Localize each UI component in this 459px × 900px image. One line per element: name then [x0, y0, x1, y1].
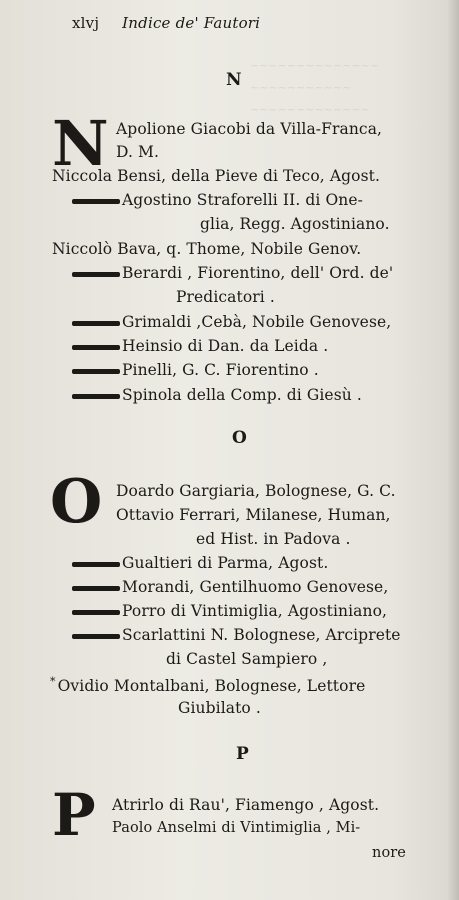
- section-heading-p: P: [236, 744, 249, 764]
- asterisk-mark: *: [50, 675, 56, 688]
- entry-line: Apolione Giacobi da Villa-Franca,: [116, 120, 383, 138]
- repeat-dash: [72, 272, 120, 277]
- page-title: Indice de' Fautori: [122, 14, 261, 32]
- repeat-dash: [72, 610, 120, 615]
- entry-line: nore: [372, 845, 406, 861]
- entry-line: Predicatori .: [176, 288, 275, 306]
- page-edge-shadow: [447, 0, 459, 900]
- entry-line: glia, Regg. Agostiniano.: [200, 215, 390, 233]
- entry-line: D. M.: [116, 143, 160, 161]
- entry-line: Agostino Straforelli II. di One-: [72, 191, 363, 209]
- section-heading-o: O: [232, 428, 247, 448]
- running-header: [72, 14, 260, 32]
- entry-line: Berardi , Fiorentino, dell' Ord. de': [72, 264, 393, 282]
- section-heading-n: N: [226, 70, 242, 90]
- entry-line: Porro di Vintimiglia, Agostiniano,: [72, 602, 387, 620]
- repeat-dash: [72, 199, 120, 204]
- entry-line: Ottavio Ferrari, Milanese, Human,: [116, 506, 391, 524]
- entry-line: Giubilato .: [178, 699, 261, 717]
- repeat-dash: [72, 634, 120, 639]
- dropcap-n: N: [52, 107, 109, 180]
- entry-line: Spinola della Comp. di Giesù .: [72, 386, 362, 404]
- entry-line: Paolo Anselmi di Vintimiglia , Mi-: [112, 820, 361, 836]
- repeat-dash: [72, 321, 120, 326]
- entry-line: Heinsio di Dan. da Leida .: [72, 337, 328, 355]
- entry-line: Scarlattini N. Bolognese, Arciprete: [72, 626, 401, 644]
- entry-line: Niccolò Bava, q. Thome, Nobile Genov.: [52, 240, 362, 258]
- entry-line: Pinelli, G. C. Fiorentino .: [72, 361, 319, 379]
- entry-line: Grimaldi ,Cebà, Nobile Genovese,: [72, 313, 391, 331]
- repeat-dash: [72, 394, 120, 399]
- entry-line: Gualtieri di Parma, Agost.: [72, 554, 328, 572]
- show-through-text: ~~~~~~~~~~~~~~ ~~~~~~~~~~~ ~~~~~~~~~~~~~: [250, 59, 380, 116]
- repeat-dash: [72, 586, 120, 591]
- dropcap-o: O: [50, 467, 103, 537]
- entry-line: di Castel Sampiero ,: [166, 650, 328, 668]
- entry-line: Atrirlo di Rau', Fiamengo , Agost.: [112, 796, 380, 814]
- entry-line: Niccola Bensi, della Pieve di Teco, Agost.: [52, 167, 380, 185]
- entry-line: ed Hist. in Padova .: [196, 530, 351, 548]
- page-number: xlvj: [72, 14, 100, 32]
- repeat-dash: [72, 562, 120, 567]
- entry-line: * Ovidio Montalbani, Bolognese, Lettore: [50, 675, 366, 696]
- entry-line: Doardo Gargiaria, Bolognese, G. C.: [116, 482, 396, 500]
- entry-line: Morandi, Gentilhuomo Genovese,: [72, 578, 388, 596]
- repeat-dash: [72, 345, 120, 350]
- dropcap-p: P: [52, 781, 96, 849]
- repeat-dash: [72, 369, 120, 374]
